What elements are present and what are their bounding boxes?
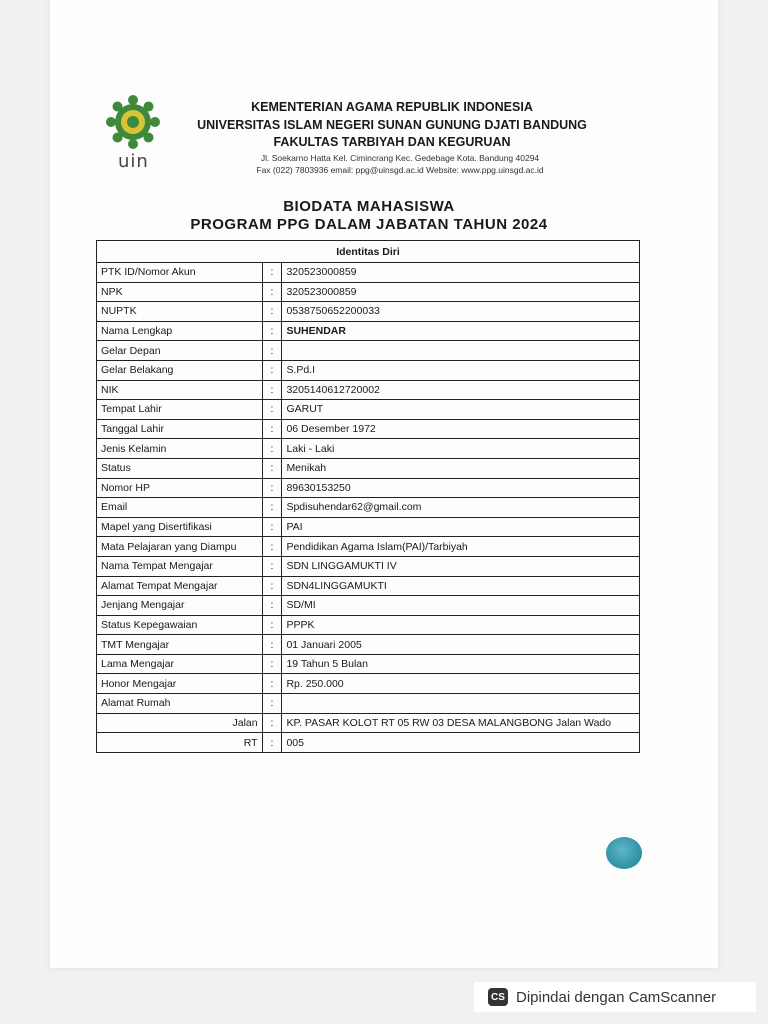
- row-separator: :: [262, 341, 282, 361]
- row-label: Lama Mengajar: [97, 654, 263, 674]
- row-separator: :: [262, 419, 282, 439]
- camscanner-footer: [474, 982, 756, 1012]
- row-value: 0538750652200033: [282, 302, 640, 322]
- table-row: [97, 674, 640, 694]
- row-value: SUHENDAR: [282, 321, 640, 341]
- row-separator: :: [262, 360, 282, 380]
- uin-logo-icon: [103, 92, 163, 152]
- table-row: [97, 282, 640, 302]
- row-label: Status Kepegawaian: [97, 615, 263, 635]
- table-row: [97, 478, 640, 498]
- row-separator: :: [262, 635, 282, 655]
- table-row: [97, 556, 640, 576]
- row-separator: :: [262, 517, 282, 537]
- row-separator: :: [262, 400, 282, 420]
- row-label: Jenis Kelamin: [97, 439, 263, 459]
- row-separator: :: [262, 537, 282, 557]
- address-line: Jl. Soekarno Hatta Kel. Cimincrang Kec. Gedebage Kota. Bandung 40294: [260, 153, 540, 163]
- row-value: Menikah: [282, 458, 640, 478]
- table-row: [97, 576, 640, 596]
- row-value: [282, 341, 640, 361]
- university-name: UNIVERSITAS ISLAM NEGERI SUNAN GUNUNG DJATI BANDUNG: [197, 118, 587, 132]
- row-label: Alamat Tempat Mengajar: [97, 576, 263, 596]
- row-value: Pendidikan Agama Islam(PAI)/Tarbiyah: [282, 537, 640, 557]
- table-row: [97, 321, 640, 341]
- biodata-table: [96, 240, 640, 753]
- row-value: [282, 694, 640, 714]
- row-value: PAI: [282, 517, 640, 537]
- table-row: [97, 380, 640, 400]
- row-value: KP. PASAR KOLOT RT 05 RW 03 DESA MALANGBONG Jalan Wado: [282, 713, 640, 733]
- table-row: [97, 654, 640, 674]
- table-row: [97, 360, 640, 380]
- row-separator: :: [262, 694, 282, 714]
- row-value: SDN LINGGAMUKTI IV: [282, 556, 640, 576]
- table-row: [97, 713, 640, 733]
- row-label: Nama Tempat Mengajar: [97, 556, 263, 576]
- table-row: [97, 439, 640, 459]
- row-separator: :: [262, 302, 282, 322]
- row-label: Tempat Lahir: [97, 400, 263, 420]
- camscanner-icon: CS: [488, 988, 508, 1006]
- row-label: Email: [97, 498, 263, 518]
- row-separator: :: [262, 654, 282, 674]
- row-label: Alamat Rumah: [97, 694, 263, 714]
- logo-text: uin: [118, 151, 149, 172]
- faculty-name: FAKULTAS TARBIYAH DAN KEGURUAN: [273, 135, 511, 149]
- row-value: 320523000859: [282, 263, 640, 283]
- row-value: 3205140612720002: [282, 380, 640, 400]
- row-label: NIK: [97, 380, 263, 400]
- table-row: [97, 263, 640, 283]
- row-value: 89630153250: [282, 478, 640, 498]
- contact-line: Fax (022) 7803936 email: ppg@uinsgd.ac.id Website: www.ppg.uinsgd.ac.id: [256, 165, 544, 175]
- table-row: [97, 596, 640, 616]
- row-separator: :: [262, 596, 282, 616]
- row-label: NPK: [97, 282, 263, 302]
- row-label: Jalan: [97, 713, 263, 733]
- row-separator: :: [262, 498, 282, 518]
- table-row: [97, 537, 640, 557]
- row-separator: :: [262, 282, 282, 302]
- row-label: Tanggal Lahir: [97, 419, 263, 439]
- row-separator: :: [262, 458, 282, 478]
- row-label: Honor Mengajar: [97, 674, 263, 694]
- footer-text: Dipindai dengan CamScanner: [516, 988, 717, 1006]
- table-header-row: [97, 241, 640, 263]
- document-subtitle: PROGRAM PPG DALAM JABATAN TAHUN 2024: [190, 216, 548, 233]
- row-label: Nomor HP: [97, 478, 263, 498]
- table-row: [97, 694, 640, 714]
- row-label: Nama Lengkap: [97, 321, 263, 341]
- row-separator: :: [262, 380, 282, 400]
- row-value: 320523000859: [282, 282, 640, 302]
- row-value: PPPK: [282, 615, 640, 635]
- row-value: SD/MI: [282, 596, 640, 616]
- row-value: 19 Tahun 5 Bulan: [282, 654, 640, 674]
- row-value: 01 Januari 2005: [282, 635, 640, 655]
- row-label: RT: [97, 733, 263, 753]
- row-separator: :: [262, 263, 282, 283]
- row-label: PTK ID/Nomor Akun: [97, 263, 263, 283]
- row-label: Mata Pelajaran yang Diampu: [97, 537, 263, 557]
- table-row: [97, 400, 640, 420]
- table-header: Identitas Diri: [97, 241, 640, 263]
- row-value: 06 Desember 1972: [282, 419, 640, 439]
- table-row: [97, 517, 640, 537]
- row-value: 005: [282, 733, 640, 753]
- row-value: GARUT: [282, 400, 640, 420]
- row-label: Status: [97, 458, 263, 478]
- row-separator: :: [262, 321, 282, 341]
- row-value: Laki - Laki: [282, 439, 640, 459]
- row-label: Gelar Depan: [97, 341, 263, 361]
- row-value: SDN4LINGGAMUKTI: [282, 576, 640, 596]
- row-separator: :: [262, 439, 282, 459]
- row-label: TMT Mengajar: [97, 635, 263, 655]
- row-label: Mapel yang Disertifikasi: [97, 517, 263, 537]
- row-label: Gelar Belakang: [97, 360, 263, 380]
- row-value: S.Pd.I: [282, 360, 640, 380]
- table-row: [97, 341, 640, 361]
- document-title: BIODATA MAHASISWA: [283, 198, 455, 215]
- ministry-name: KEMENTERIAN AGAMA REPUBLIK INDONESIA: [251, 100, 533, 114]
- row-value: Rp. 250.000: [282, 674, 640, 694]
- table-row: [97, 302, 640, 322]
- row-label: Jenjang Mengajar: [97, 596, 263, 616]
- row-separator: :: [262, 615, 282, 635]
- row-separator: :: [262, 713, 282, 733]
- table-row: [97, 498, 640, 518]
- row-label: NUPTK: [97, 302, 263, 322]
- table-row: [97, 458, 640, 478]
- row-separator: :: [262, 478, 282, 498]
- stamp-icon: [606, 837, 642, 869]
- table-row: [97, 419, 640, 439]
- table-row: [97, 635, 640, 655]
- row-separator: :: [262, 674, 282, 694]
- row-separator: :: [262, 576, 282, 596]
- row-separator: :: [262, 733, 282, 753]
- row-separator: :: [262, 556, 282, 576]
- row-value: Spdisuhendar62@gmail.com: [282, 498, 640, 518]
- table-row: [97, 733, 640, 753]
- table-row: [97, 615, 640, 635]
